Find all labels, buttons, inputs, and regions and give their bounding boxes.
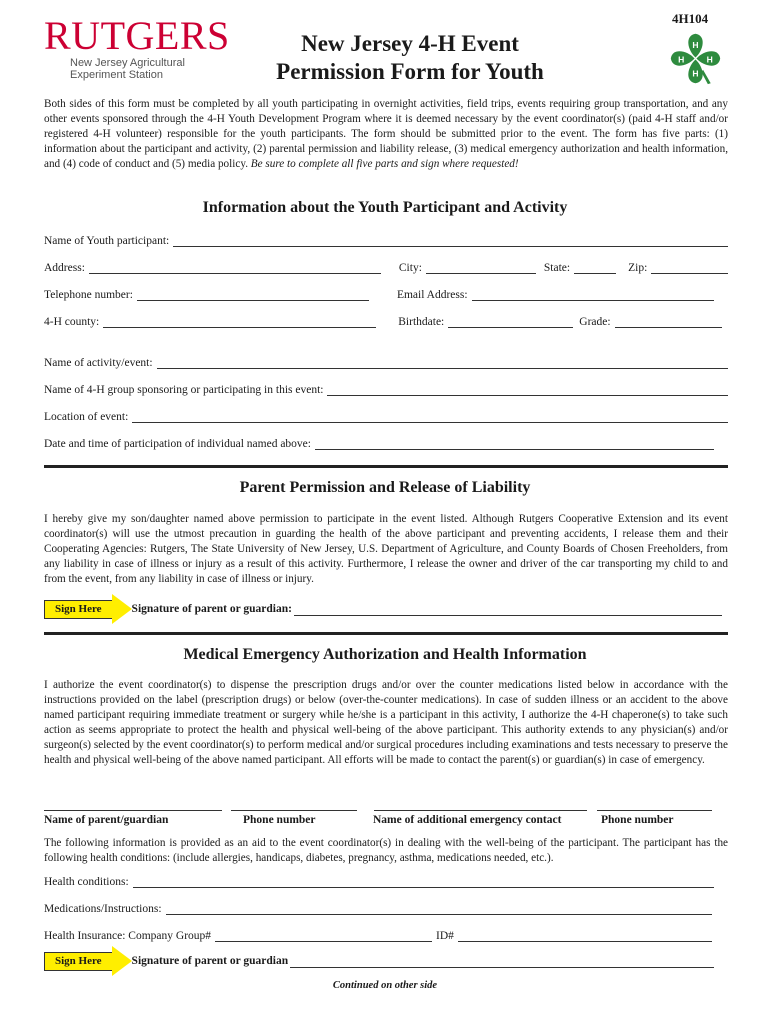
birthdate-field[interactable] xyxy=(448,315,573,328)
date-row: Date and time of participation of individual named above: xyxy=(44,434,728,450)
intro-paragraph: Both sides of this form must be completed by all youth participating in overnight activities, field trips, events requiring group transportation, and any other events sponsored through the 4-H Youth Development Program where it is deemed necessary by the event coordinator(s) (paid 4-H staff and/or registered 4-H volunteer) responsible for the youth participants. The form should be submitted prior to the event. The form has five parts: (1) information about the participant and activity, (2) parental permission and liability release, (3) medical emergency authorization and health information, and (4) code of conduct and (5) media policy. Be sure to complete all five parts and sign where requested! xyxy=(44,98,728,170)
medical-signature-field[interactable] xyxy=(290,955,714,968)
intro-emphasis: Be sure to complete all five parts and sign where requested! xyxy=(250,158,519,170)
insurance-row: Health Insurance: Company Group# ID# xyxy=(44,926,728,942)
telephone-field[interactable] xyxy=(137,288,369,301)
4h-clover-icon xyxy=(667,30,724,87)
parent-phone-field[interactable] xyxy=(231,798,357,811)
medications-row: Medications/Instructions: xyxy=(44,899,728,915)
permission-paragraph: I hereby give my son/daughter named above permission to participate in the event listed. Although Rutgers Cooperative Extension and its event coordinator(s) will use the utmost precaution in guarding the health of the above participant and preventing accidents, I release them and their Cooperating Agencies: Rutgers, The State University of New Jersey, U.S. Department of Agriculture, and County Boards of Chosen Freeholders, from any liability in case of illness or injury as a result of this activity. Furthermore, I release the owner and driver of the car transporting my child to and from the event, from any liability in case of illness or injury. xyxy=(44,513,728,585)
medical-paragraph: I authorize the event coordinator(s) to dispense the prescription drugs and/or over the counter medications listed below in accordance with the instructions provided on the label (prescription drugs) or below (over-the-counter medications). In case of sudden illness or an accident to the above named participant requiring immediate treatment or surgery while he/she is a participant in this activity, I authorize the 4-H chaperone(s) to take such action as seems appropriate to protect the health and physical well-being of the above participant. This authority extends to any physician(s) and/or surgeon(s) selected by the event coordinator(s) to perform medical and/or surgical procedures including examinations and tests necessary to preserve the health and physical well-being of the above named participant. All efforts will be made to contact the parent(s) or guardian(s) in case of emergency. xyxy=(44,679,728,766)
svg-text:H: H xyxy=(692,68,699,79)
emergency-contact-field[interactable] xyxy=(374,798,587,811)
svg-text:H: H xyxy=(706,54,713,65)
participant-name-row: Name of Youth participant: xyxy=(44,231,728,247)
insurance-id-field[interactable] xyxy=(458,929,712,942)
health-conditions-row: Health conditions: xyxy=(44,872,728,888)
sign-here-arrow: Sign Here xyxy=(44,594,132,624)
parent-signature-field[interactable] xyxy=(294,603,722,616)
section-divider xyxy=(44,632,728,635)
svg-text:H: H xyxy=(678,54,685,65)
permission-signature-row: Sign Here Signature of parent or guardian: xyxy=(44,594,728,624)
insurance-group-field[interactable] xyxy=(215,929,432,942)
participant-section-heading: Information about the Youth Participant and Activity xyxy=(202,199,568,216)
location-row: Location of event: xyxy=(44,407,728,423)
parent-name-field[interactable] xyxy=(44,798,222,811)
activity-field[interactable] xyxy=(157,356,728,369)
medications-field[interactable] xyxy=(166,902,712,915)
permission-section-heading: Parent Permission and Release of Liability xyxy=(239,479,531,496)
svg-text:H: H xyxy=(692,40,699,51)
participant-name-field[interactable] xyxy=(173,234,728,247)
sign-here-arrow: Sign Here xyxy=(44,946,132,976)
address-field[interactable] xyxy=(89,261,381,274)
zip-field[interactable] xyxy=(651,261,728,274)
emergency-phone-field[interactable] xyxy=(597,798,712,811)
rutgers-logo: RUTGERS xyxy=(44,13,230,58)
emergency-contact-fields xyxy=(44,798,714,810)
address-row: Address: City: State: Zip: xyxy=(44,258,728,274)
location-field[interactable] xyxy=(132,410,728,423)
email-field[interactable] xyxy=(472,288,714,301)
health-conditions-field[interactable] xyxy=(133,875,714,888)
arrow-right-icon xyxy=(112,594,132,624)
medical-signature-row: Sign Here Signature of parent or guardian xyxy=(44,946,728,976)
continued-note: Continued on other side xyxy=(332,980,438,991)
phone-email-row: Telephone number: Email Address: xyxy=(44,285,728,301)
county-field[interactable] xyxy=(103,315,376,328)
form-code: 4H104 xyxy=(672,11,709,26)
section-divider xyxy=(44,465,728,468)
group-field[interactable] xyxy=(327,383,728,396)
city-field[interactable] xyxy=(426,261,536,274)
county-birthdate-row: 4-H county: Birthdate: Grade: xyxy=(44,312,728,328)
grade-field[interactable] xyxy=(615,315,722,328)
medical-section-heading: Medical Emergency Authorization and Health Information xyxy=(183,646,587,663)
logo-subtitle: New Jersey Agricultural Experiment Station xyxy=(70,57,185,81)
date-time-field[interactable] xyxy=(315,437,714,450)
arrow-right-icon xyxy=(112,946,132,976)
activity-row: Name of activity/event: xyxy=(44,353,728,369)
health-intro-paragraph: The following information is provided as an aid to the event coordinator(s) in dealing with the well-being of the participant. The participant has the following health conditions: (include allergies, handicaps, diabetes, pregnancy, asthma, medications needed, etc.). xyxy=(44,837,728,864)
state-field[interactable] xyxy=(574,261,616,274)
group-row: Name of 4-H group sponsoring or participating in this event: xyxy=(44,380,728,396)
page-title: New Jersey 4-H Event Permission Form for Youth xyxy=(276,31,544,84)
